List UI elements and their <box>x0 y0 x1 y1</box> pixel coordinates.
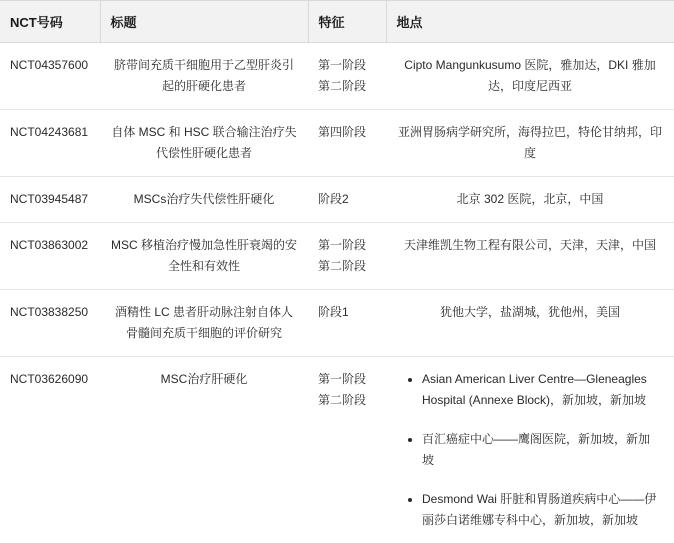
phase-line: 第一阶段 <box>318 55 376 76</box>
trial-location: 天津维凯生物工程有限公司，天津，天津，中国 <box>386 223 674 290</box>
table-row <box>0 43 674 110</box>
table-header-row <box>0 1 674 43</box>
trial-phase <box>308 223 386 290</box>
trial-title: 自体 MSC 和 HSC 联合输注治疗失代偿性肝硬化患者 <box>100 110 308 177</box>
phase-line: 第二阶段 <box>318 256 376 277</box>
trial-phase <box>308 357 386 543</box>
nct-number[interactable]: NCT03863002 <box>0 223 100 290</box>
trial-phase <box>308 110 386 177</box>
table-body <box>0 43 674 543</box>
trial-location: 犹他大学，盐湖城，犹他州，美国 <box>386 290 674 357</box>
trial-title: MSC 移植治疗慢加急性肝衰竭的安全性和有效性 <box>100 223 308 290</box>
phase-line: 阶段1 <box>318 302 376 323</box>
table-header <box>0 1 674 43</box>
trial-title: 脐带间充质干细胞用于乙型肝炎引起的肝硬化患者 <box>100 43 308 110</box>
nct-number[interactable]: NCT03838250 <box>0 290 100 357</box>
phase-line: 第四阶段 <box>318 122 376 143</box>
column-header-nct: NCT号码 <box>0 1 100 43</box>
phase-line: 阶段2 <box>318 189 376 210</box>
table-row <box>0 223 674 290</box>
column-header-location: 地点 <box>386 1 674 43</box>
trial-title: 酒精性 LC 患者肝动脉注射自体人骨髓间充质干细胞的评价研究 <box>100 290 308 357</box>
phase-line: 第二阶段 <box>318 390 376 411</box>
table-row <box>0 357 674 543</box>
nct-number[interactable]: NCT04243681 <box>0 110 100 177</box>
table-row <box>0 110 674 177</box>
trial-location: 北京 302 医院，北京，中国 <box>386 177 674 223</box>
list-item: • 百汇癌症中心——鹰阁医院，新加坡，新加坡 <box>422 429 658 471</box>
phase-line: 第二阶段 <box>318 76 376 97</box>
nct-number[interactable]: NCT03626090 <box>0 357 100 543</box>
trial-location: Cipto Mangunkusumo 医院，雅加达，DKI 雅加达，印度尼西亚 <box>386 43 674 110</box>
nct-number[interactable]: NCT04357600 <box>0 43 100 110</box>
table-row <box>0 290 674 357</box>
trial-title: MSC治疗肝硬化 <box>100 357 308 543</box>
trial-location <box>386 357 674 543</box>
location-list <box>396 369 664 531</box>
trial-title: MSCs治疗失代偿性肝硬化 <box>100 177 308 223</box>
trial-phase <box>308 177 386 223</box>
phase-line: 第一阶段 <box>318 369 376 390</box>
nct-number[interactable]: NCT03945487 <box>0 177 100 223</box>
column-header-title: 标题 <box>100 1 308 43</box>
table-row <box>0 177 674 223</box>
trial-phase <box>308 43 386 110</box>
phase-line: 第一阶段 <box>318 235 376 256</box>
list-item: • Desmond Wai 肝脏和胃肠道疾病中心——伊丽莎白诺维娜专科中心，新加坡，新加坡 <box>422 489 658 531</box>
trial-location: 亚洲胃肠病学研究所，海得拉巴，特伦甘纳邦，印度 <box>386 110 674 177</box>
list-item: • Asian American Liver Centre—Gleneagles Hospital (Annexe Block)，新加坡，新加坡 <box>422 369 658 411</box>
column-header-phase: 特征 <box>308 1 386 43</box>
trial-phase <box>308 290 386 357</box>
